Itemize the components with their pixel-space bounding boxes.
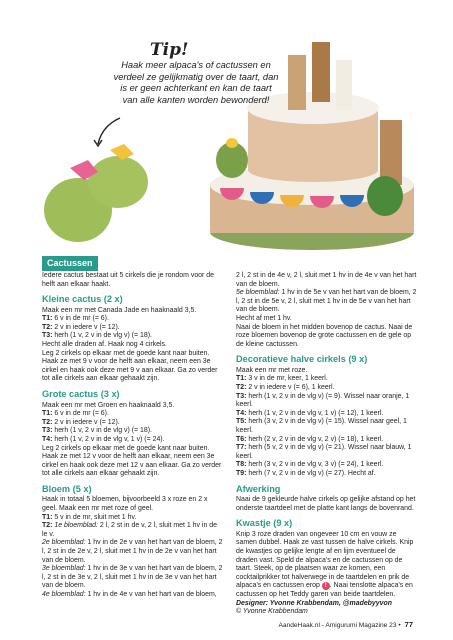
grote-lead: Maak een mr met Groen en haaknaald 3,5. (42, 401, 175, 409)
kleine-p2: Leg 2 cirkels op elkaar met de goede kant naar buiten. Haak ze met 9 v voor de helft aan elkaar, neem een 3e cirkel en haak ook deze met 9 v aan elkaar. Ga zo verder tot alle cirkels aan elkaar gehaakt zijn. (42, 349, 218, 383)
halve-lead: Maak een mr met roze. (236, 366, 308, 374)
left-column (42, 272, 224, 600)
halve-row-2: T2: 2 v in iedere v (= 6), 1 keerl. (236, 384, 335, 392)
kleine-p1: Hecht alle draden af. Haak nog 4 cirkels. (42, 341, 167, 349)
bloem-b3: 3e bloemblad: 1 hv in de 3e v van het hart van de bloem, 2 l, 2 st in de 3e v, 2 l, sluit met 1 hv in de 3e v van het hart van de bloem. (42, 565, 223, 590)
kwastje-p1: Knip 3 roze draden van ongeveer 10 cm en vouw ze samen dubbel. Haak ze vast tussen de halve cirkels. Knip de kwastjes op gelijke lengte af en lijm eventueel de draden vast. Speld de alpaca's en de cactussen op de taart. Steek, op de plaatsen waar ze komen, een cocktailprikker tot halverwege in de taartdelen en prik de alpaca's en cactussen erop ! . Naai tenslotte alpaca's en cactussen op het Teddy garen van beide taartdelen. (236, 530, 414, 598)
tip-text: Haak meer alpaca's of cactussen en verdeel ze gelijkmatig over de taart, dan is er geen achterkant en kan de taart van alle kanten worden bewonderd! (113, 60, 279, 105)
designer-credit: Designer: Yvonne Krabbendam, @madebyyvon (236, 599, 392, 607)
grote-row-4: T4: herh (1 v, 2 v in de vlg v, 1 v) (= 24). (42, 435, 165, 443)
bloem-naai: Naai de bloem in het midden bovenop de cactus. Naai de roze bloemen bovenop de grote cactussen en de gele op de kleine cactussen. (236, 323, 413, 348)
intro-text: Iedere cactus bestaat uit 5 cirkels die je rondom voor de helft aan elkaar haakt. (42, 272, 214, 288)
bloem-b5: 5e bloemblad: 1 hv in de 5e v van het hart van de bloem, 2 l, 2 st in de 5e v, 2 l, sluit met 1 hv in de 5e v van het hart van de bloem. (236, 289, 417, 314)
kleine-row-3: T3: herh (1 v, 2 v in de vlg v) (= 18). (42, 332, 152, 340)
bloem-b4: 4e bloemblad: 1 hv in de 4e v van het hart van de bloem, (42, 590, 217, 598)
right-column (236, 272, 418, 617)
halve-row-6: T6: herh (2 v, 2 v in de vlg v, 2 v) (= 18), 1 keerl. (236, 435, 384, 443)
page-number: 77 (404, 620, 413, 629)
section-tag: Cactussen (42, 256, 98, 271)
kleine-row-1: T1: 6 v in de mr (= 6). (42, 315, 109, 323)
grote-row-2: T2: 2 v in iedere v (= 12). (42, 418, 120, 426)
bloem-p1: Haak in totaal 5 bloemen, bijvoorbeeld 3 x roze en 2 x geel. Maak een mr met roze of geel. (42, 496, 208, 512)
footer-text: AandeHaak.nl - Amigurumi Magazine 23 • (278, 622, 401, 629)
halve-row-7: T7: herh (5 v, 2 v in de vlg v) (= 21). Wissel naar blauw, 1 keerl. (236, 444, 412, 460)
grote-title: Grote cactus (3 x) (42, 389, 120, 400)
bloem-t2: T2: 1e bloemblad: 2 l, 2 st in de v, 2 l, sluit met 1 hv in de le v. (42, 522, 217, 538)
page-footer (0, 620, 453, 629)
bloem-b2: 2e bloemblad: 1 hv in de 2e v van het hart van de bloem, 2 l, 2 st in de 2e v, 2 l, sluit met 1 hv in de 2e v van het hart van de bloem. (42, 539, 223, 564)
halve-row-9: T9: herh (7 v, 2 v in de vlg v) (= 27). Hecht af. (236, 469, 376, 477)
kleine-lead: Maak een mr met Canada Jade en haaknaald 3,5. (42, 306, 197, 314)
grote-p1: Leg 2 cirkels op elkaar met de goede kant naar buiten. Haak ze met 12 v voor de helft aan elkaar, neem een 3e cirkel en haak ook deze met 12 v aan elkaar. Ga zo verder tot alle cirkels aan elkaar gehaakt zijn. (42, 444, 222, 478)
kleine-title: Kleine cactus (2 x) (42, 294, 123, 305)
halve-title: Decoratieve halve cirkels (9 x) (236, 354, 368, 365)
grote-row-3: T3: herh (1 v, 2 v in de vlg v) (= 18). (42, 427, 152, 435)
afwerking-p1: Naai de 9 gekleurde halve cirkels op gelijke afstand op het onderste taartdeel met de platte kant langs de bovenrand. (236, 496, 416, 512)
grote-row-1: T1: 6 v in de mr (= 6). (42, 410, 109, 418)
bloem-t1: T1: 5 v in de mr, sluit met 1 hv. (42, 513, 137, 521)
warning-icon: ! (322, 582, 330, 590)
bloem-cont: 2 l, 2 st in de 4e v, 2 l, sluit met 1 hv in de 4e v van het hart van de bloem. (236, 272, 417, 288)
afwerking-title: Afwerking (236, 483, 281, 494)
halve-row-8: T8: herh (3 v, 2 v in de vlg v, 3 v) (= 24), 1 keerl. (236, 461, 384, 469)
kwastje-title: Kwastje (9 x) (236, 518, 293, 529)
copyright: © Yvonne Krabbendam (236, 608, 308, 616)
halve-row-4: T4: herh (1 v, 2 v in de vlg v, 1 v) (= 12), 1 keerl. (236, 409, 384, 417)
halve-row-3: T3: herh (1 v, 2 v in de vlg v) (= 9). Wissel naar oranje, 1 keerl. (236, 392, 410, 409)
halve-row-1: T1: 3 v in de mr, keer, 1 keerl. (236, 375, 328, 383)
tip-title: Tip! (150, 40, 189, 60)
halve-row-5: T5: herh (3 v, 2 v in de vlg v) (= 15). Wissel naar geel, 1 keerl. (236, 418, 407, 434)
kleine-row-2: T2: 2 v in iedere v (= 12). (42, 323, 120, 331)
cake-illustration (0, 0, 453, 258)
cake-photo (0, 0, 453, 258)
bloem-hecht: Hecht af met 1 hv. (236, 314, 292, 322)
bloem-title: Bloem (5 x) (42, 483, 92, 494)
